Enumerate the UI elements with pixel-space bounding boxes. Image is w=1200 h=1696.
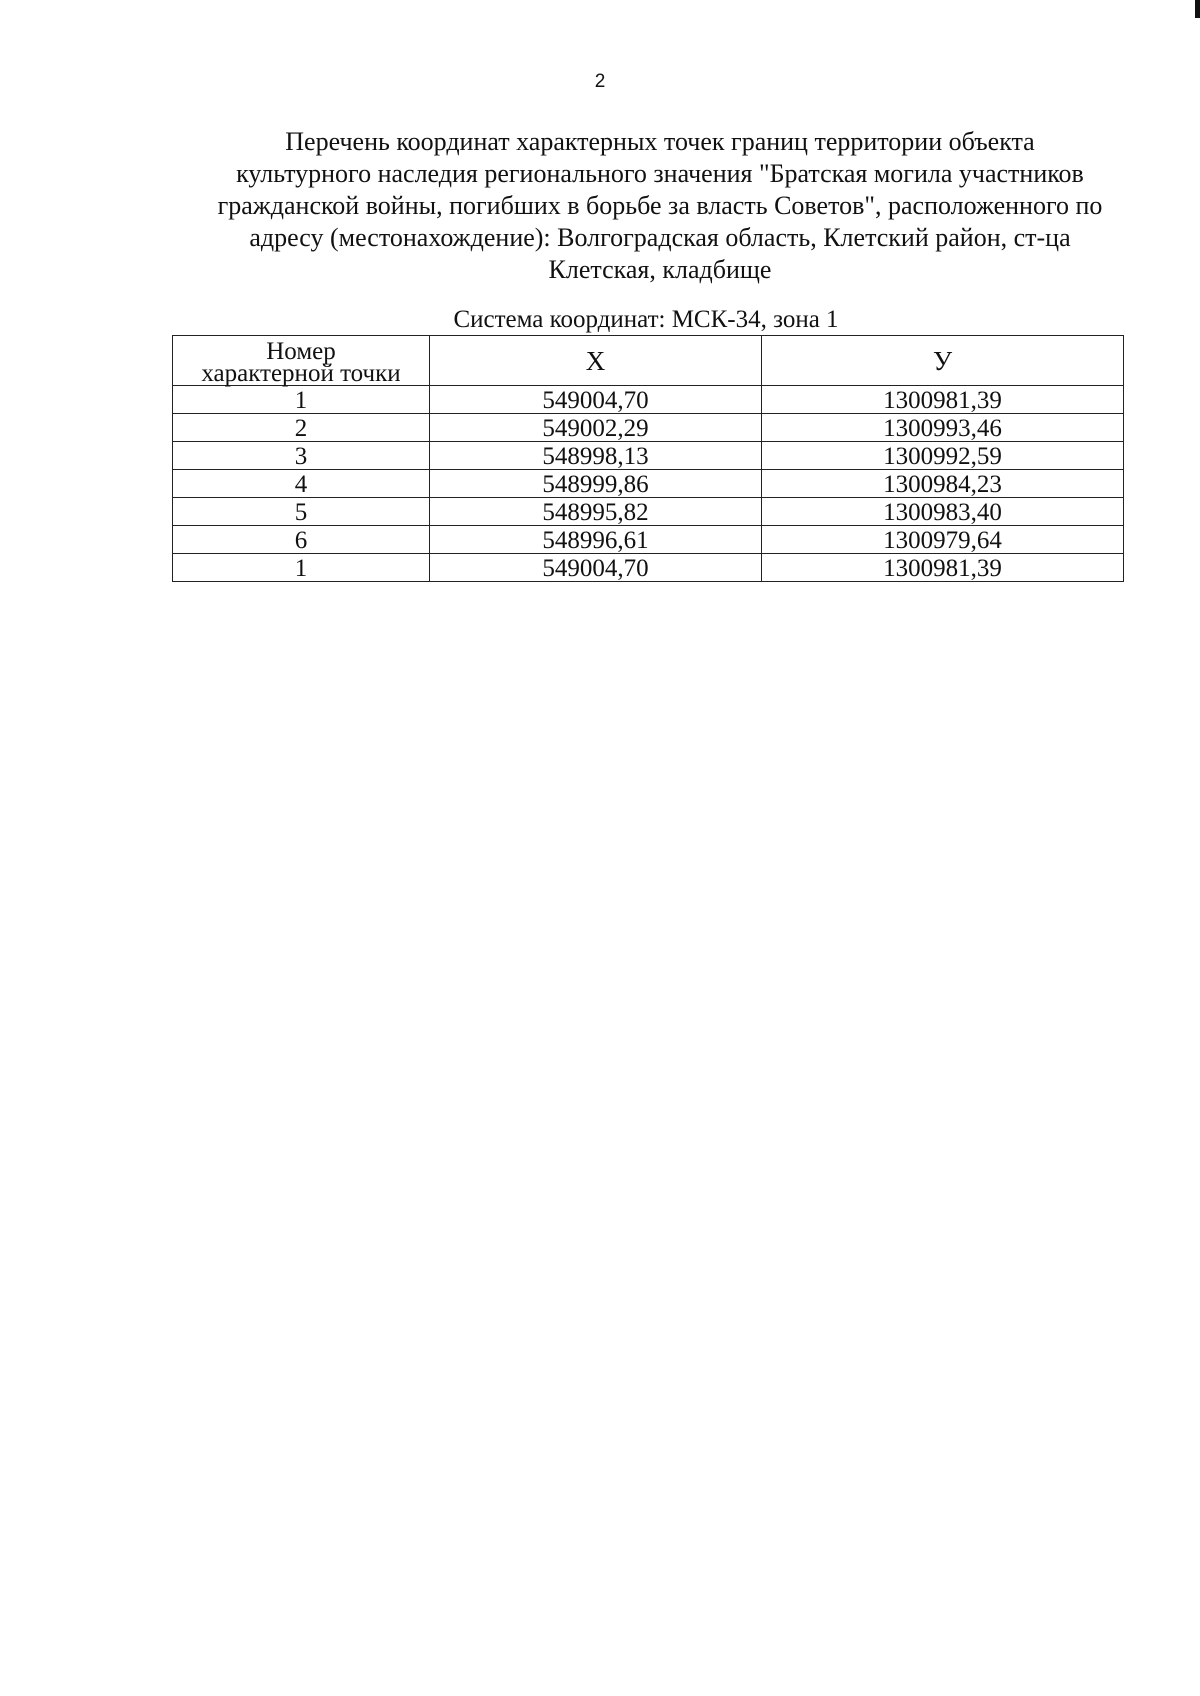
table-row xyxy=(173,470,1124,498)
header-point-number xyxy=(173,336,430,386)
cell-y: 1300992,59 xyxy=(762,442,1124,470)
title-line: адресу (местонахождение): Волгоградская область, Клетский район, ст-ца xyxy=(249,223,1071,252)
cell-point-number: 6 xyxy=(173,526,430,554)
cell-point-number: 1 xyxy=(173,386,430,414)
table-row xyxy=(173,386,1124,414)
cell-x: 549004,70 xyxy=(430,386,762,414)
cell-y: 1300981,39 xyxy=(762,386,1124,414)
cell-y: 1300979,64 xyxy=(762,526,1124,554)
cell-point-number: 2 xyxy=(173,414,430,442)
cell-y: 1300984,23 xyxy=(762,470,1124,498)
cell-y: 1300983,40 xyxy=(762,498,1124,526)
cell-point-number: 4 xyxy=(173,470,430,498)
title-line: гражданской войны, погибших в борьбе за власть Советов", расположенного по xyxy=(217,191,1103,220)
scan-edge-mark xyxy=(1195,0,1200,18)
cell-x: 548998,13 xyxy=(430,442,762,470)
cell-x: 549004,70 xyxy=(430,554,762,582)
title-line: культурного наследия регионального значения "Братская могила участников xyxy=(236,159,1084,188)
cell-y: 1300981,39 xyxy=(762,554,1124,582)
table-row xyxy=(173,498,1124,526)
title-line: Клетская, кладбище xyxy=(548,255,772,284)
cell-point-number: 1 xyxy=(173,554,430,582)
document-title xyxy=(160,126,1160,286)
header-x: X xyxy=(430,336,762,386)
cell-x: 549002,29 xyxy=(430,414,762,442)
title-line: Перечень координат характерных точек границ территории объекта xyxy=(285,127,1035,156)
table-row xyxy=(173,414,1124,442)
table-header-row xyxy=(173,336,1124,386)
coordinate-system-caption: Система координат: МСК-34, зона 1 xyxy=(453,306,839,333)
cell-x: 548995,82 xyxy=(430,498,762,526)
table-row xyxy=(173,554,1124,582)
table-row xyxy=(173,442,1124,470)
header-point-number-line1: Номер xyxy=(266,338,336,365)
cell-x: 548999,86 xyxy=(430,470,762,498)
cell-point-number: 5 xyxy=(173,498,430,526)
table-row xyxy=(173,526,1124,554)
cell-x: 548996,61 xyxy=(430,526,762,554)
coordinates-table xyxy=(172,335,1124,582)
header-y: У xyxy=(762,336,1124,386)
header-point-number-line2: характерной точки xyxy=(201,360,401,387)
cell-point-number: 3 xyxy=(173,442,430,470)
page-number: 2 xyxy=(594,71,606,92)
cell-y: 1300993,46 xyxy=(762,414,1124,442)
